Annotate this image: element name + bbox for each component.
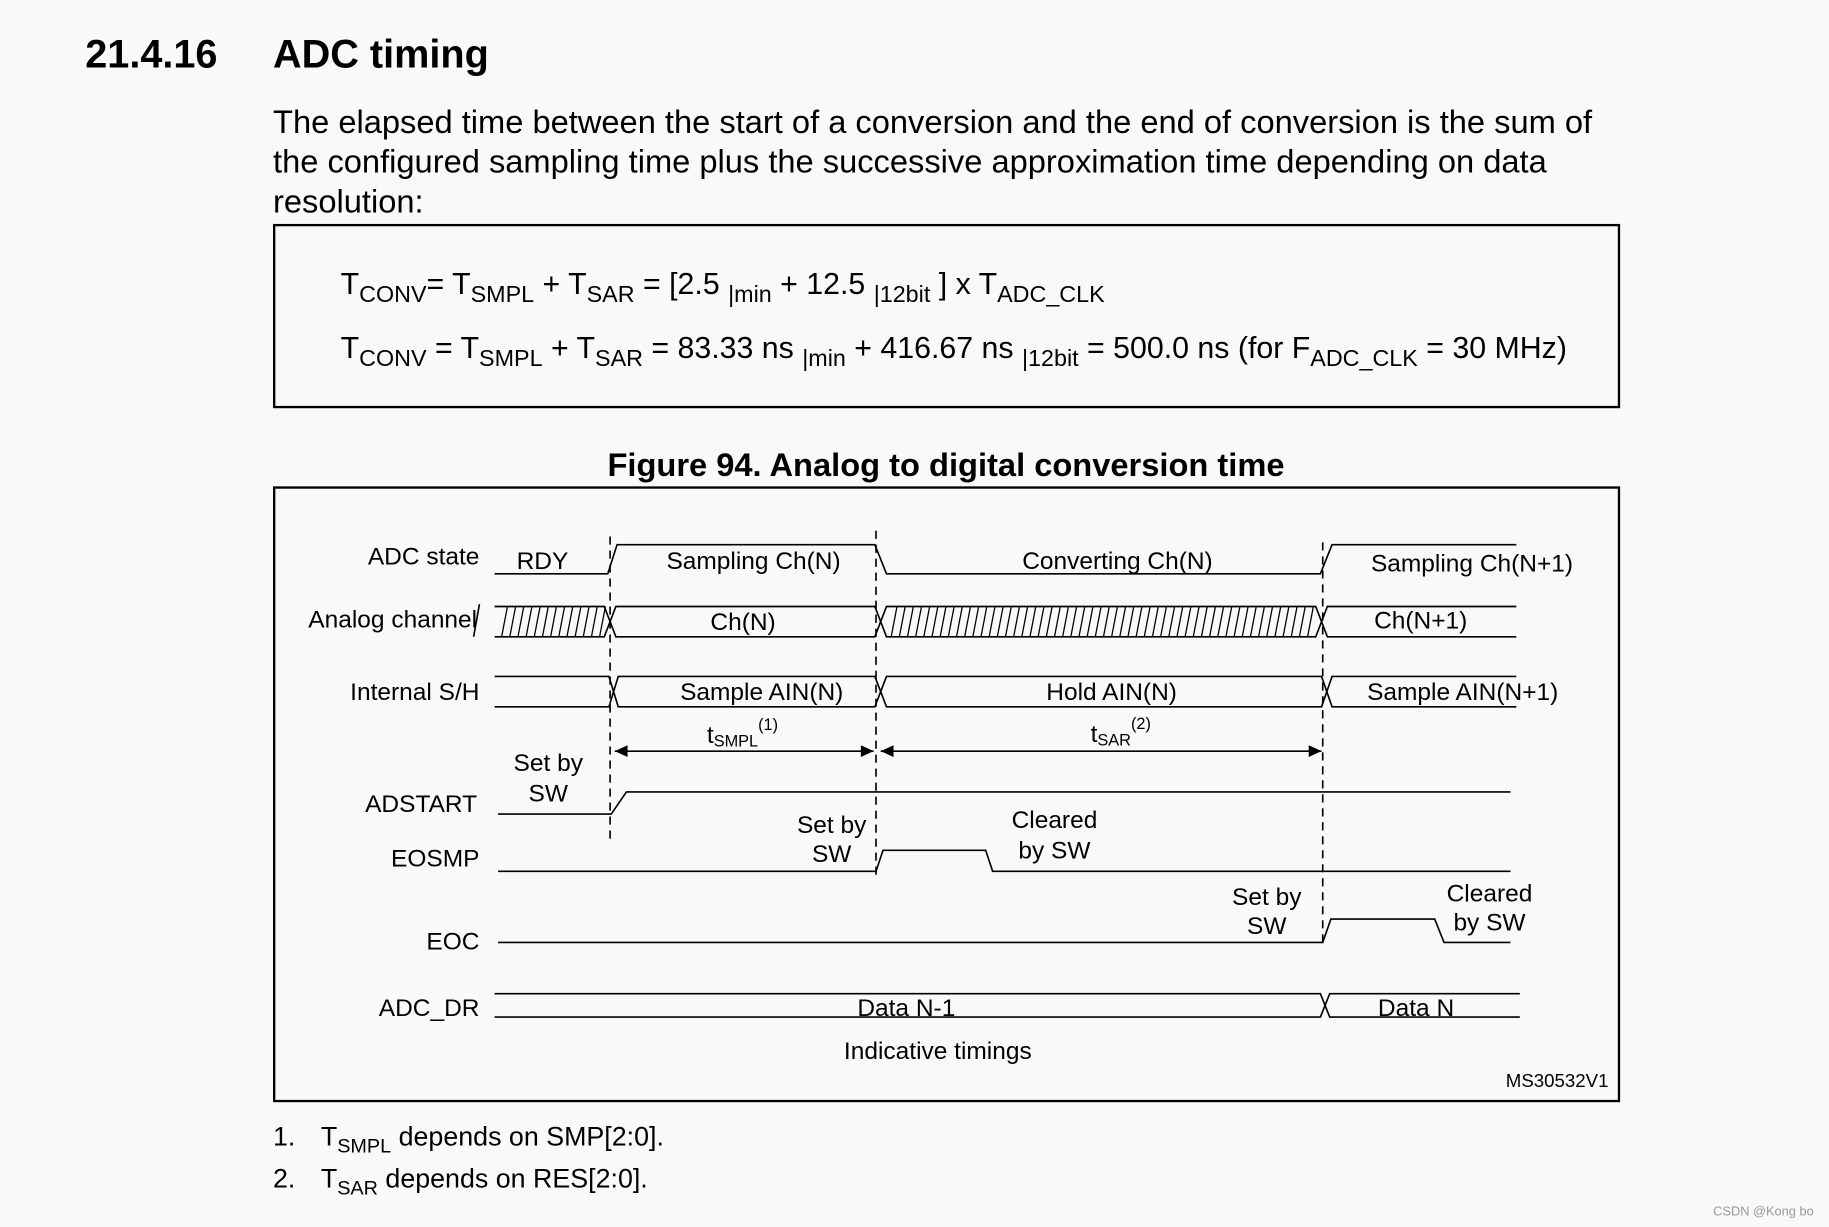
f: = T: [426, 332, 480, 366]
section-title: ADC timing: [273, 32, 489, 77]
label-eosmp: EOSMP: [391, 845, 480, 873]
f: SMPL: [479, 345, 543, 372]
footnote-num: 1.: [273, 1121, 296, 1152]
f: ADC_CLK: [1310, 345, 1418, 372]
text: depends on RES[2:0].: [377, 1163, 648, 1194]
f: = 30 MHz): [1417, 332, 1567, 366]
label-eoc: EOC: [426, 928, 480, 956]
f: T: [340, 332, 360, 366]
channel-n: Ch(N): [710, 608, 776, 636]
annotation: Set by: [796, 811, 867, 839]
watermark: CSDN @Kong bo: [1713, 1203, 1814, 1219]
paragraph-line: the configured sampling time plus the successive approximation time depending on data: [273, 142, 1547, 180]
label-internal-sh: Internal S/H: [350, 678, 480, 706]
annotation: SW: [528, 780, 568, 808]
f: T: [340, 267, 360, 301]
section-number: 21.4.16: [85, 32, 218, 77]
sample-ain-n1: Sample AIN(N+1): [1367, 678, 1559, 706]
annotation: by SW: [1018, 837, 1091, 865]
label-adc-dr: ADC_DR: [378, 994, 480, 1022]
f: CONV: [359, 281, 427, 308]
f: |min: [728, 281, 772, 308]
t: t: [706, 721, 714, 749]
f: = 83.33 ns: [642, 332, 803, 366]
paragraph-line: resolution:: [273, 182, 424, 220]
f: SAR: [595, 345, 643, 372]
sub: SMPL: [713, 732, 759, 751]
t: t: [1090, 720, 1098, 748]
annotation: SW: [1247, 913, 1287, 941]
f: = [2.5: [634, 267, 729, 301]
sup: (1): [758, 716, 779, 735]
sub: SAR: [337, 1177, 378, 1200]
t: T: [320, 1163, 338, 1194]
sub: SMPL: [337, 1135, 392, 1158]
text: depends on SMP[2:0].: [391, 1121, 664, 1152]
state-sampling: Sampling Ch(N): [666, 548, 841, 576]
data-n-1: Data N-1: [857, 994, 956, 1022]
f: SMPL: [470, 281, 535, 308]
caption: Indicative timings: [843, 1038, 1032, 1066]
t: T: [320, 1121, 338, 1152]
annotation: Set by: [1232, 884, 1302, 912]
state-converting: Converting Ch(N): [1022, 548, 1213, 576]
hold-ain-n: Hold AIN(N): [1046, 678, 1177, 706]
f: ] x T: [930, 267, 998, 301]
figure-title: Figure 94. Analog to digital conversion time: [607, 445, 1285, 483]
label-adstart: ADSTART: [365, 790, 478, 818]
sup: (2): [1130, 714, 1151, 733]
annotation: Cleared: [1446, 880, 1533, 908]
f: = 500.0 ns (for F: [1078, 332, 1311, 366]
annotation: SW: [811, 840, 852, 868]
f: SAR: [586, 281, 635, 308]
f: CONV: [359, 345, 427, 372]
label-analog-channel: Analog channel: [308, 606, 478, 634]
paragraph-line: The elapsed time between the start of a conversion and the end of conversion is the sum of: [273, 102, 1593, 140]
f: + T: [542, 332, 596, 366]
f: ADC_CLK: [997, 281, 1105, 308]
f: |min: [802, 345, 846, 372]
f: + 12.5: [771, 267, 874, 301]
annotation: Cleared: [1011, 807, 1098, 835]
channel-n1: Ch(N+1): [1374, 607, 1468, 635]
f: + T: [534, 267, 587, 301]
label-adc-state: ADC state: [367, 543, 480, 571]
data-n: Data N: [1377, 994, 1455, 1022]
figure-code: MS30532V1: [1505, 1070, 1609, 1092]
sample-ain-n: Sample AIN(N): [680, 678, 844, 706]
footnote-num: 2.: [273, 1163, 296, 1194]
f: |12bit: [1022, 345, 1079, 372]
state-sampling-next: Sampling Ch(N+1): [1370, 550, 1574, 578]
f: + 416.67 ns: [845, 332, 1023, 366]
state-rdy: RDY: [516, 548, 569, 576]
f: = T: [426, 267, 471, 301]
annotation: by SW: [1453, 909, 1526, 937]
annotation: Set by: [513, 749, 583, 777]
sub: SAR: [1097, 731, 1131, 750]
f: |12bit: [873, 281, 931, 308]
